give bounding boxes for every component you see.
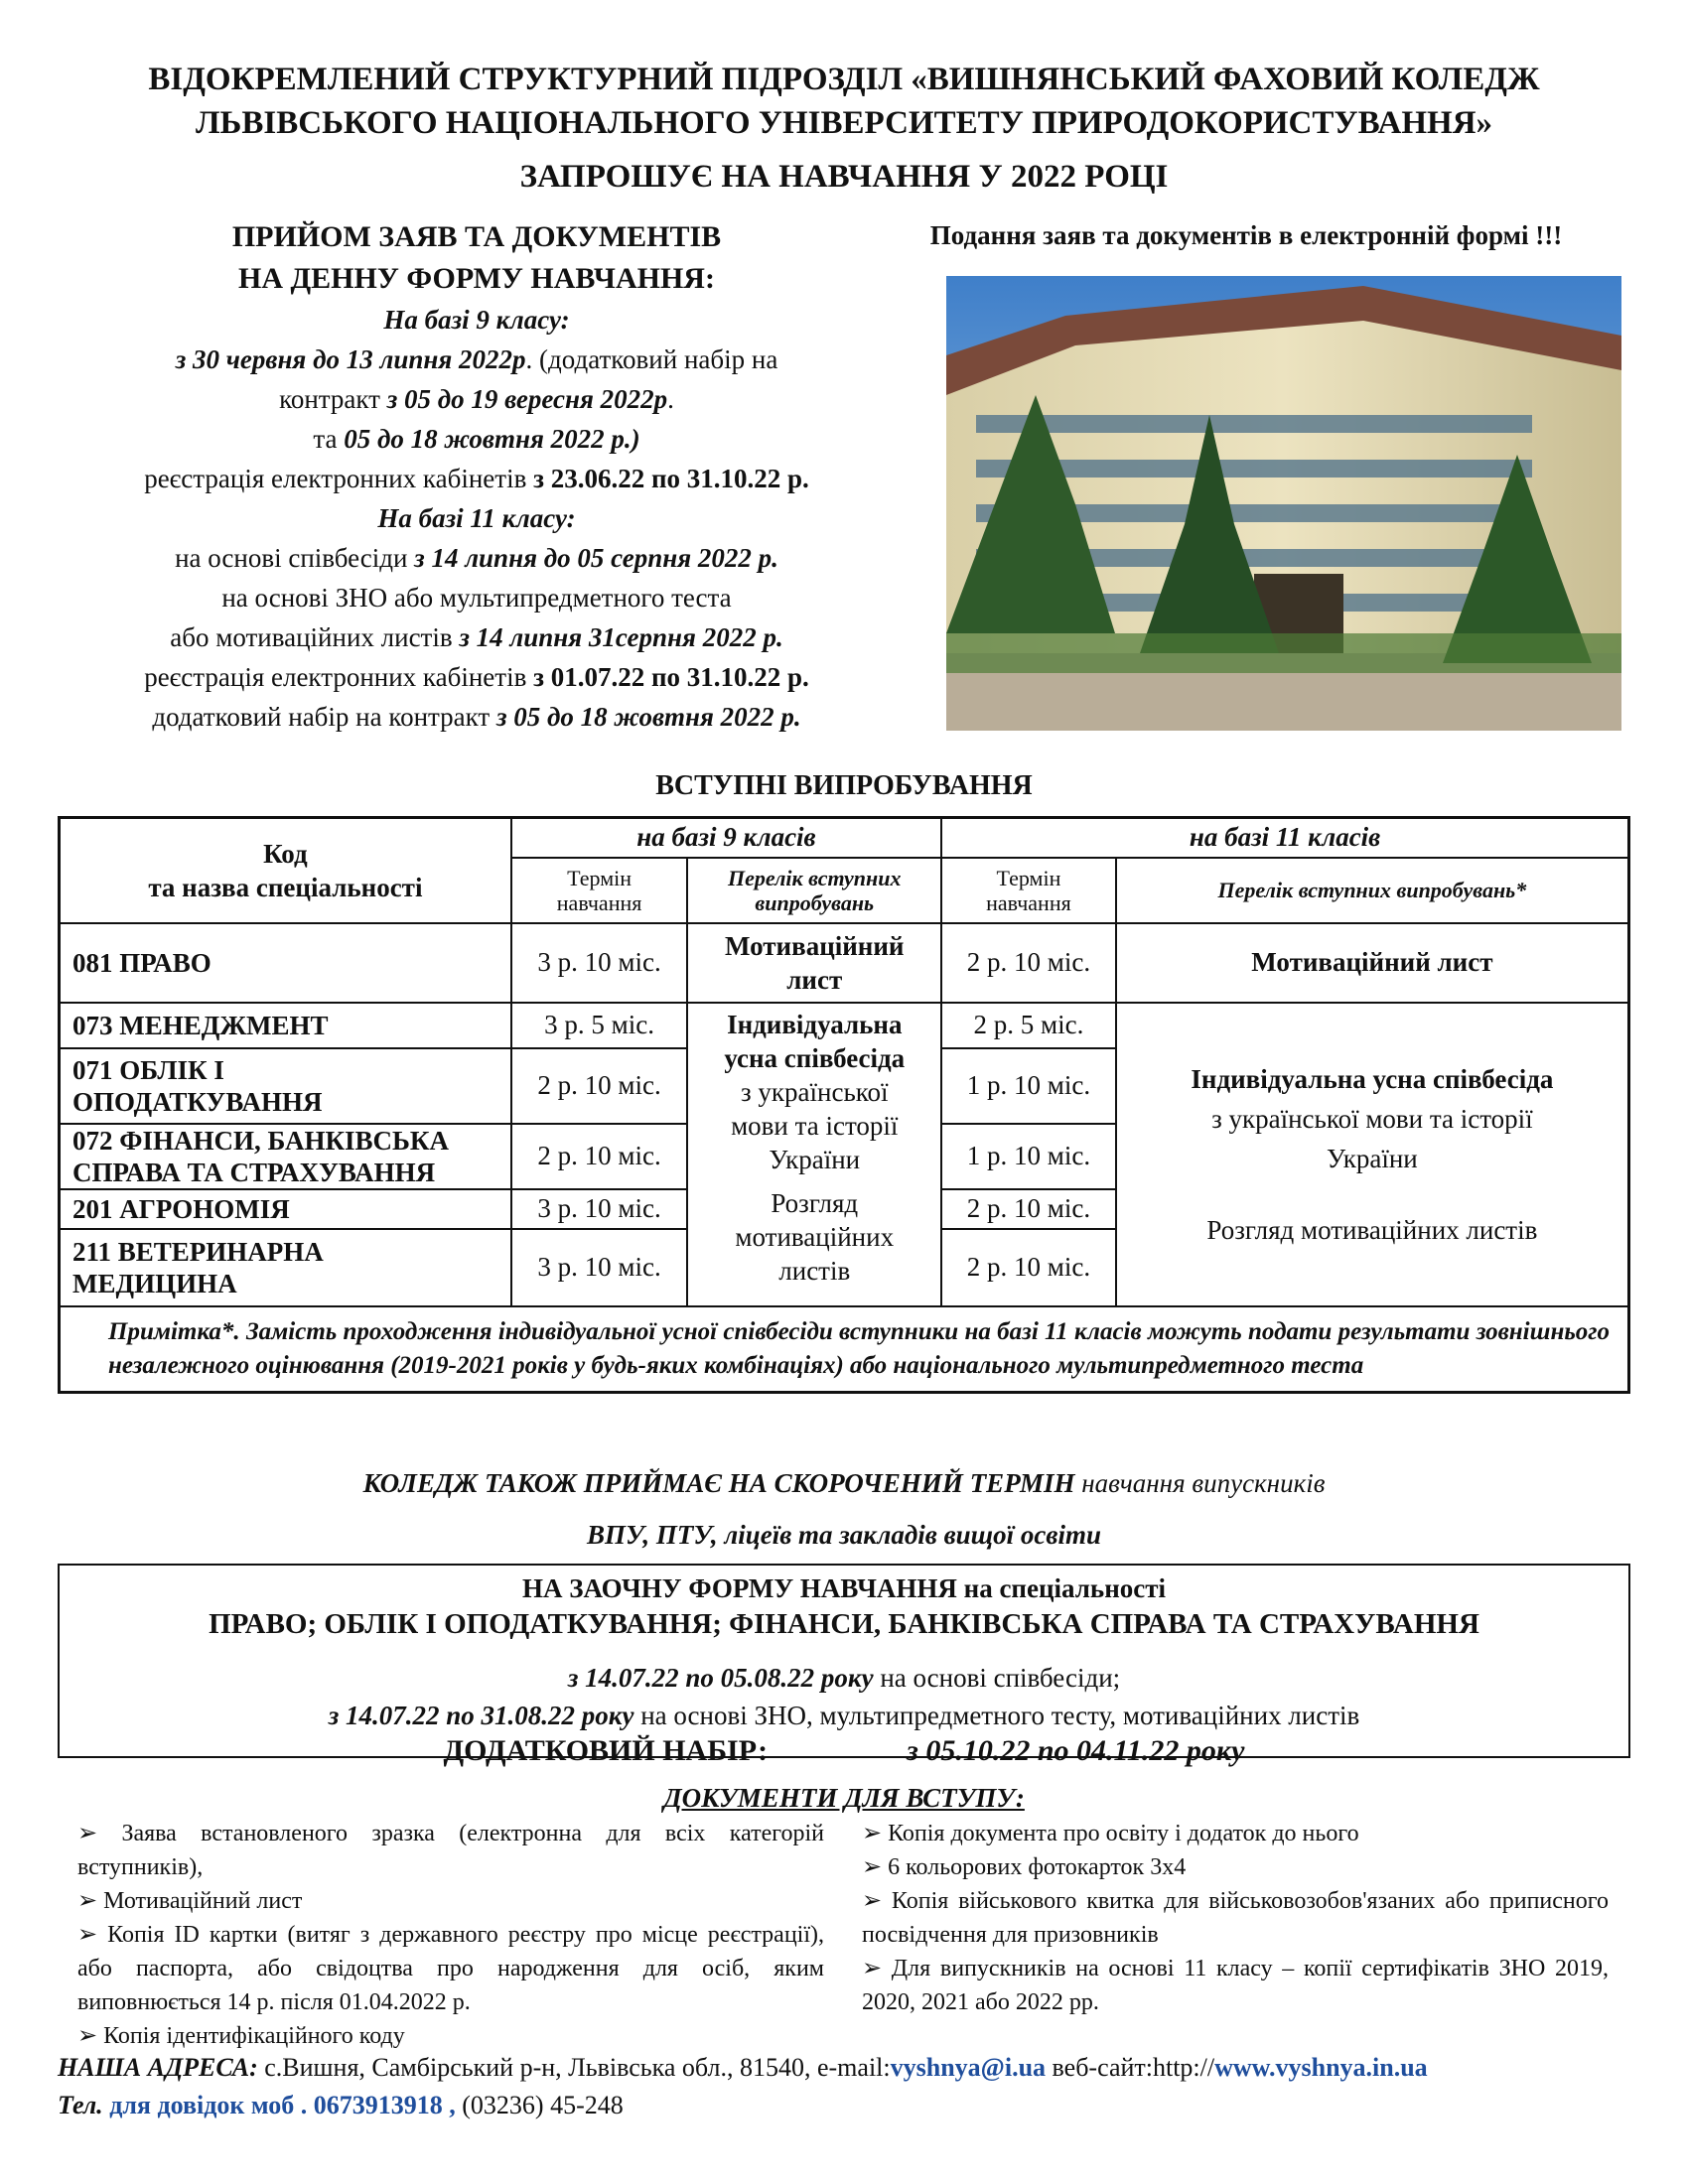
address-line (58, 2053, 1666, 2083)
col-code-header: Код та назва спеціальності (60, 818, 511, 923)
spec-name: 201 АГРОНОМІЯ (60, 1189, 511, 1229)
list-item: ➢ Копія документа про освіту і додаток до нього (862, 1817, 1609, 1850)
table-note-row (60, 1306, 1629, 1393)
spec-name: 071 ОБЛІК І ОПОДАТКУВАННЯ (60, 1048, 511, 1124)
base11-line-1 (40, 538, 914, 578)
term-9: 3 р. 10 міс. (511, 1189, 688, 1229)
list-item: ➢ Заява встановленого зразка (електронна для всіх категорій вступників), (77, 1817, 824, 1884)
list-item: ➢ 6 кольорових фотокарток 3х4 (862, 1850, 1609, 1884)
registration-dates: з 23.06.22 по 31.10.22 р. (533, 464, 809, 493)
base11-label: На базі 11 класу: (377, 503, 576, 533)
exam-list-11-other: Індивідуальна усна співбесіда з української мови та історії України Розгляд мотиваційних листів (1116, 1003, 1629, 1306)
base11-extra (40, 697, 914, 737)
base11-registration (40, 657, 914, 697)
spec-name: 072 ФІНАНСИ, БАНКІВСЬКА СПРАВА ТА СТРАХУВАННЯ (60, 1124, 511, 1189)
admission-dates (40, 216, 914, 737)
term-9: 3 р. 10 міс. (511, 923, 688, 1003)
base9-extra-note: . (додатковий набір на (525, 344, 778, 374)
letters-dates: з 14 липня 31серпня 2022 р. (459, 622, 783, 652)
col-base11-header: на базі 11 класів (941, 818, 1628, 858)
documents-list-left (77, 1817, 824, 2053)
term-11: 1 р. 10 міс. (941, 1124, 1116, 1189)
phone-landline: (03236) 45-248 (455, 2091, 624, 2119)
interview-label: на основі співбесіди (175, 543, 408, 573)
term-11: 2 р. 10 міс. (941, 1189, 1116, 1229)
address-text: с.Вишня, Самбірський р-н, Львівська обл., 81540, e-mail: (257, 2053, 891, 2082)
list-item: ➢ Копія військового квитка для військовозобов'язаних або приписного посвідчення для призовників (862, 1884, 1609, 1952)
letters-label: або мотиваційних листів (170, 622, 460, 652)
phone-mobile: для довідок моб . 0673913918 , (102, 2091, 456, 2119)
corr-line-4: з 14.07.22 по 31.08.22 року на основі ЗНО, мультипредметного тесту, мотиваційних листів (328, 1701, 1360, 1730)
correspondence-form-box (58, 1564, 1630, 1767)
table-header-row (60, 818, 1629, 858)
entrance-exams-table (58, 816, 1630, 1394)
col-base9-header: на базі 9 класів (511, 818, 941, 858)
term-11: 2 р. 10 міс. (941, 1229, 1116, 1306)
table-row (60, 923, 1629, 1003)
extra-contract-label: додатковий набір на контракт (152, 702, 491, 732)
registration-label: реєстрація електронних кабінетів (144, 464, 527, 493)
exam-note: Примітка*. Замість проходження індивідуальної усної співбесіди вступники на базі 11 класів можуть подати результати зовнішнього незалежного оцінювання (2019-2021 років у будь-яких комбінаціях) або національного мультипредметного теста (60, 1306, 1629, 1393)
corr-line-1: НА ЗАОЧНУ ФОРМУ НАВЧАННЯ на спеціальності (521, 1573, 1166, 1603)
corr-line-5: ДОДАТКОВИЙ НАБІР: з 05.10.22 по 04.11.22 року (443, 1734, 1245, 1767)
term-9: 2 р. 10 міс. (511, 1124, 688, 1189)
contract-label: контракт (279, 384, 380, 414)
phone-line (58, 2091, 1666, 2120)
registration-dates: з 01.07.22 по 31.10.22 р. (533, 662, 809, 692)
admission-heading-1: ПРИЙОМ ЗАЯВ ТА ДОКУМЕНТІВ (231, 220, 722, 253)
term-header-9: Термін навчання (511, 858, 688, 923)
list-item: ➢ Мотиваційний лист (77, 1884, 824, 1918)
short-term-info (40, 1457, 1648, 1561)
and-label: та (313, 424, 338, 454)
admission-heading-2: НА ДЕННУ ФОРМУ НАВЧАННЯ: (238, 262, 715, 295)
list-item: ➢ Копія ID картки (витяг з державного реєстру про місце реєстрації), або паспорта, або свідоцтва про народження для осіб, яким виповнюється 14 р. після 01.04.2022 р. (77, 1918, 824, 2019)
electronic-submission-note: Подання заяв та документів в електронній формі !!! (929, 220, 1563, 250)
header (40, 58, 1648, 199)
base9-registration (40, 459, 914, 498)
base9-dates: з 30 червня до 13 липня 2022р (175, 344, 526, 374)
list-header-9: Перелік вступних випробувань (687, 858, 941, 923)
list-item: ➢ Копія ідентифікаційного коду (77, 2019, 824, 2053)
website-label: веб-сайт:http:// (1046, 2053, 1215, 2082)
documents-list-right (862, 1817, 1609, 2019)
base9-label: На базі 9 класу: (383, 305, 570, 335)
spec-name: 081 ПРАВО (60, 923, 511, 1003)
table-row (60, 1003, 1629, 1048)
base11-line-3 (40, 617, 914, 657)
spec-name: 073 МЕНЕДЖМЕНТ (60, 1003, 511, 1048)
spec-name: 211 ВЕТЕРИНАРНА МЕДИЦИНА (60, 1229, 511, 1306)
list-header-11: Перелік вступних випробувань* (1116, 858, 1629, 923)
exam-list-9-other: Індивідуальна усна співбесіда з української мови та історії України Розгляд мотиваційних листів (687, 1003, 941, 1306)
website-link[interactable]: www.vyshnya.in.ua (1214, 2053, 1428, 2082)
entrance-exams-heading: ВСТУПНІ ВИПРОБУВАННЯ (655, 770, 1033, 801)
term-9: 3 р. 10 міс. (511, 1229, 688, 1306)
corr-line-3: з 14.07.22 по 05.08.22 року на основі співбесіди; (567, 1663, 1121, 1693)
documents-heading: ДОКУМЕНТИ ДЛЯ ВСТУПУ: (663, 1783, 1025, 1813)
base11-line-2: на основі ЗНО або мультипредметного теста (221, 583, 732, 613)
title-line-1: ВІДОКРЕМЛЕНИЙ СТРУКТУРНИЙ ПІДРОЗДІЛ «ВИШНЯНСЬКИЙ ФАХОВИЙ КОЛЕДЖ (148, 62, 1540, 97)
list-item: ➢ Для випускників на основі 11 класу – копії сертифікатів ЗНО 2019, 2020, 2021 або 2022 рр. (862, 1952, 1609, 2019)
exam-list-11-law: Мотиваційний лист (1116, 923, 1629, 1003)
term-9: 3 р. 5 міс. (511, 1003, 688, 1048)
term-11: 1 р. 10 міс. (941, 1048, 1116, 1124)
extra-contract-dates: з 05 до 18 жовтня 2022 р. (495, 702, 801, 732)
short-term-line-2: ВПУ, ПТУ, ліцеїв та закладів вищої освіти (587, 1520, 1101, 1550)
registration-label: реєстрація електронних кабінетів (144, 662, 527, 692)
phone-label: Тел. (58, 2091, 103, 2119)
term-11: 2 р. 10 міс. (941, 923, 1116, 1003)
term-header-11: Термін навчання (941, 858, 1116, 923)
interview-dates: з 14 липня до 05 серпня 2022 р. (414, 543, 778, 573)
short-term-line-1: КОЛЕДЖ ТАКОЖ ПРИЙМАЄ НА СКОРОЧЕНИЙ ТЕРМІН навчання випускників (362, 1468, 1326, 1498)
email-link[interactable]: vyshnya@i.ua (890, 2053, 1047, 2082)
base9-line-3 (40, 419, 914, 459)
college-building-photo (946, 276, 1621, 731)
building-illustration (946, 276, 1621, 731)
term-11: 2 р. 5 міс. (941, 1003, 1116, 1048)
base9-line-1 (40, 340, 914, 379)
term-9: 2 р. 10 міс. (511, 1048, 688, 1124)
contract-dates-sept: з 05 до 19 вересня 2022р (386, 384, 668, 414)
invitation-title: ЗАПРОШУЄ НА НАВЧАННЯ У 2022 РОЦІ (519, 159, 1169, 195)
corr-specialties: ПРАВО; ОБЛІК І ОПОДАТКУВАННЯ; ФІНАНСИ, БАНКІВСЬКА СПРАВА ТА СТРАХУВАННЯ (209, 1608, 1479, 1640)
base9-line-2 (40, 379, 914, 419)
title-line-2: ЛЬВІВСЬКОГО НАЦІОНАЛЬНОГО УНІВЕРСИТЕТУ ПРИРОДОКОРИСТУВАННЯ» (195, 105, 1493, 141)
contract-dates-oct: 05 до 18 жовтня 2022 р.) (344, 424, 640, 454)
address-label: НАША АДРЕСА: (58, 2053, 258, 2082)
period: . (667, 384, 674, 414)
exam-list-9-law: Мотиваційний лист (687, 923, 941, 1003)
